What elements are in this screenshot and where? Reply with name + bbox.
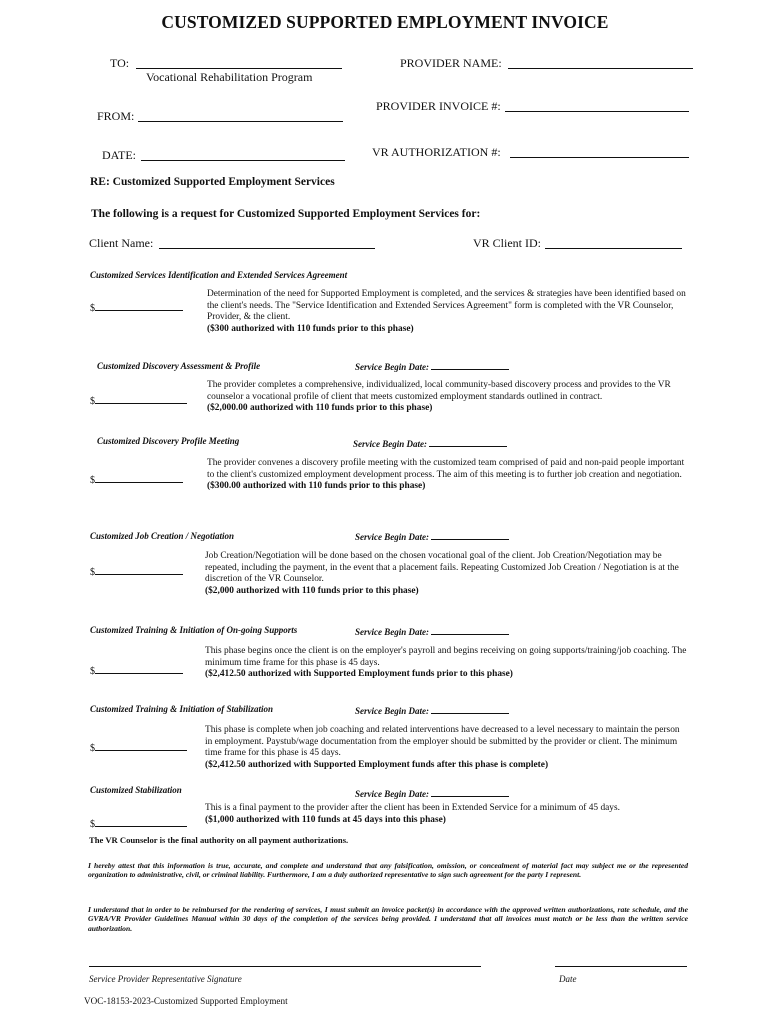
service-name: Customized Stabilization: [90, 785, 182, 795]
service-description: Determination of the need for Supported Employment is completed, and the services & strategies have been identified based on the client's needs. The "Service Identification and Extended Services Agreement" form is completed with the VR Counselor, Provider, & the client. ($300 authorized with 110 funds prior to this phase): [207, 289, 686, 334]
from-label: FROM:: [97, 109, 135, 123]
re-line: RE: Customized Supported Employment Services: [90, 176, 335, 188]
attestation-paragraph: I understand that in order to be reimbursed for the rendering of services, I must submit an invoice packet(s) in accordance with the approved written authorizations, rate schedule, and the GVRA/VR Provider Guidelines Manual within 30 days of the completion of the services being provided. I understand that all invoices must match or be less than the written service authorization.: [88, 905, 688, 933]
service-description: The provider convenes a discovery profile meeting with the customized team comprised of paid and non-paid people important to the client's customized employment development process. The aim of this meeting is to further job creation and negotiation. ($300.00 authorized with 110 funds prior to this phase): [207, 458, 685, 492]
service-description: This phase is complete when job coaching and related interventions have decreased to a level necessary to maintain the person in employment. Paystub/wage documentation from the employer should be submitted by the provider or client. The minimum time frame for this phase is 45 days. ($2,412.50 authorized with Supported Employment funds after this phase is complete): [205, 725, 680, 770]
to-label: TO:: [110, 56, 130, 70]
signature-date-line[interactable]: [555, 966, 687, 967]
amount-field[interactable]: $: [90, 662, 183, 677]
amount-field[interactable]: $: [90, 392, 187, 407]
service-description: This phase begins once the client is on the employer's payroll and begins receiving on going supports/training/job coaching. The minimum time frame for this phase is 45 days. ($2,412.50 authorized with Supported Employment funds prior to this phase): [205, 646, 687, 680]
request-line: The following is a request for Customized Supported Employment Services for:: [91, 208, 481, 220]
date-field[interactable]: [141, 148, 345, 166]
vr-authorization-field[interactable]: [510, 145, 689, 163]
attestation-paragraph: I hereby attest that this information is true, accurate, and complete and understand that any falsification, omission, or concealment of material fact may subject me or the represented organization to administrative, civil, or criminal liability. Furthermore, I am a duly authorized representative to sign such agreement for the party I represent.: [88, 861, 688, 880]
amount-field[interactable]: $: [90, 563, 183, 578]
service-name: Customized Services Identification and Extended Services Agreement: [90, 270, 348, 280]
date-label: DATE:: [102, 148, 136, 162]
service-begin-date-field[interactable]: Service Begin Date:: [353, 438, 507, 449]
client-name-label: Client Name:: [89, 236, 154, 250]
provider-invoice-label: PROVIDER INVOICE #:: [376, 99, 501, 113]
service-begin-date-field[interactable]: Service Begin Date:: [355, 361, 509, 372]
service-begin-date-field[interactable]: Service Begin Date:: [355, 788, 509, 799]
amount-field[interactable]: $: [90, 815, 187, 830]
service-name: Customized Training & Initiation of On-going Supports: [90, 625, 298, 635]
service-description: The provider completes a comprehensive, individualized, local community-based discovery process and provides to the VR counselor a vocational profile of client that meets customized employment standards outlined in contract. ($2,000.00 authorized with 110 funds prior to this phase): [207, 380, 671, 414]
form-code: VOC-18153-2023-Customized Supported Employment: [84, 996, 288, 1006]
provider-name-label: PROVIDER NAME:: [400, 56, 502, 70]
service-begin-date-field[interactable]: Service Begin Date:: [355, 531, 509, 542]
vr-client-id-label: VR Client ID:: [473, 236, 541, 250]
service-begin-date-field[interactable]: Service Begin Date:: [355, 626, 509, 637]
from-field[interactable]: [138, 109, 343, 127]
vr-authorization-label: VR AUTHORIZATION #:: [372, 145, 501, 159]
service-begin-date-field[interactable]: Service Begin Date:: [355, 705, 509, 716]
signature-caption: Service Provider Representative Signature: [89, 974, 242, 984]
invoice-title: CUSTOMIZED SUPPORTED EMPLOYMENT INVOICE: [161, 12, 609, 32]
service-name: Customized Discovery Assessment & Profile: [97, 361, 261, 371]
provider-name-field[interactable]: [508, 56, 693, 74]
service-name: Customized Job Creation / Negotiation: [90, 531, 235, 541]
amount-field[interactable]: $: [90, 299, 183, 314]
client-name-field[interactable]: [159, 236, 375, 254]
service-description: Job Creation/Negotiation will be done based on the chosen vocational goal of the client. Job Creation/Negotiation may be repeated, including the payment, in the event that a placement fails. Repeating Customized Job Creation / Negotiation is at the discretion of the VR Counselor. ($2,000 authorized with 110 funds prior to this phase): [205, 551, 679, 596]
provider-invoice-field[interactable]: [505, 99, 689, 117]
amount-field[interactable]: $: [90, 471, 183, 486]
date-caption: Date: [559, 974, 577, 984]
amount-field[interactable]: $: [90, 739, 187, 754]
service-name: Customized Discovery Profile Meeting: [97, 436, 240, 446]
vr-client-id-field[interactable]: [545, 236, 682, 254]
to-subtitle: Vocational Rehabilitation Program: [146, 70, 313, 84]
final-authority-note: The VR Counselor is the final authority on all payment authorizations.: [89, 835, 349, 845]
signature-line[interactable]: [89, 966, 481, 967]
service-name: Customized Training & Initiation of Stabilization: [90, 704, 273, 714]
service-description: This is a final payment to the provider after the client has been in Extended Service for a minimum of 45 days. ($1,000 authorized with 110 funds at 45 days into this phase): [205, 803, 620, 825]
